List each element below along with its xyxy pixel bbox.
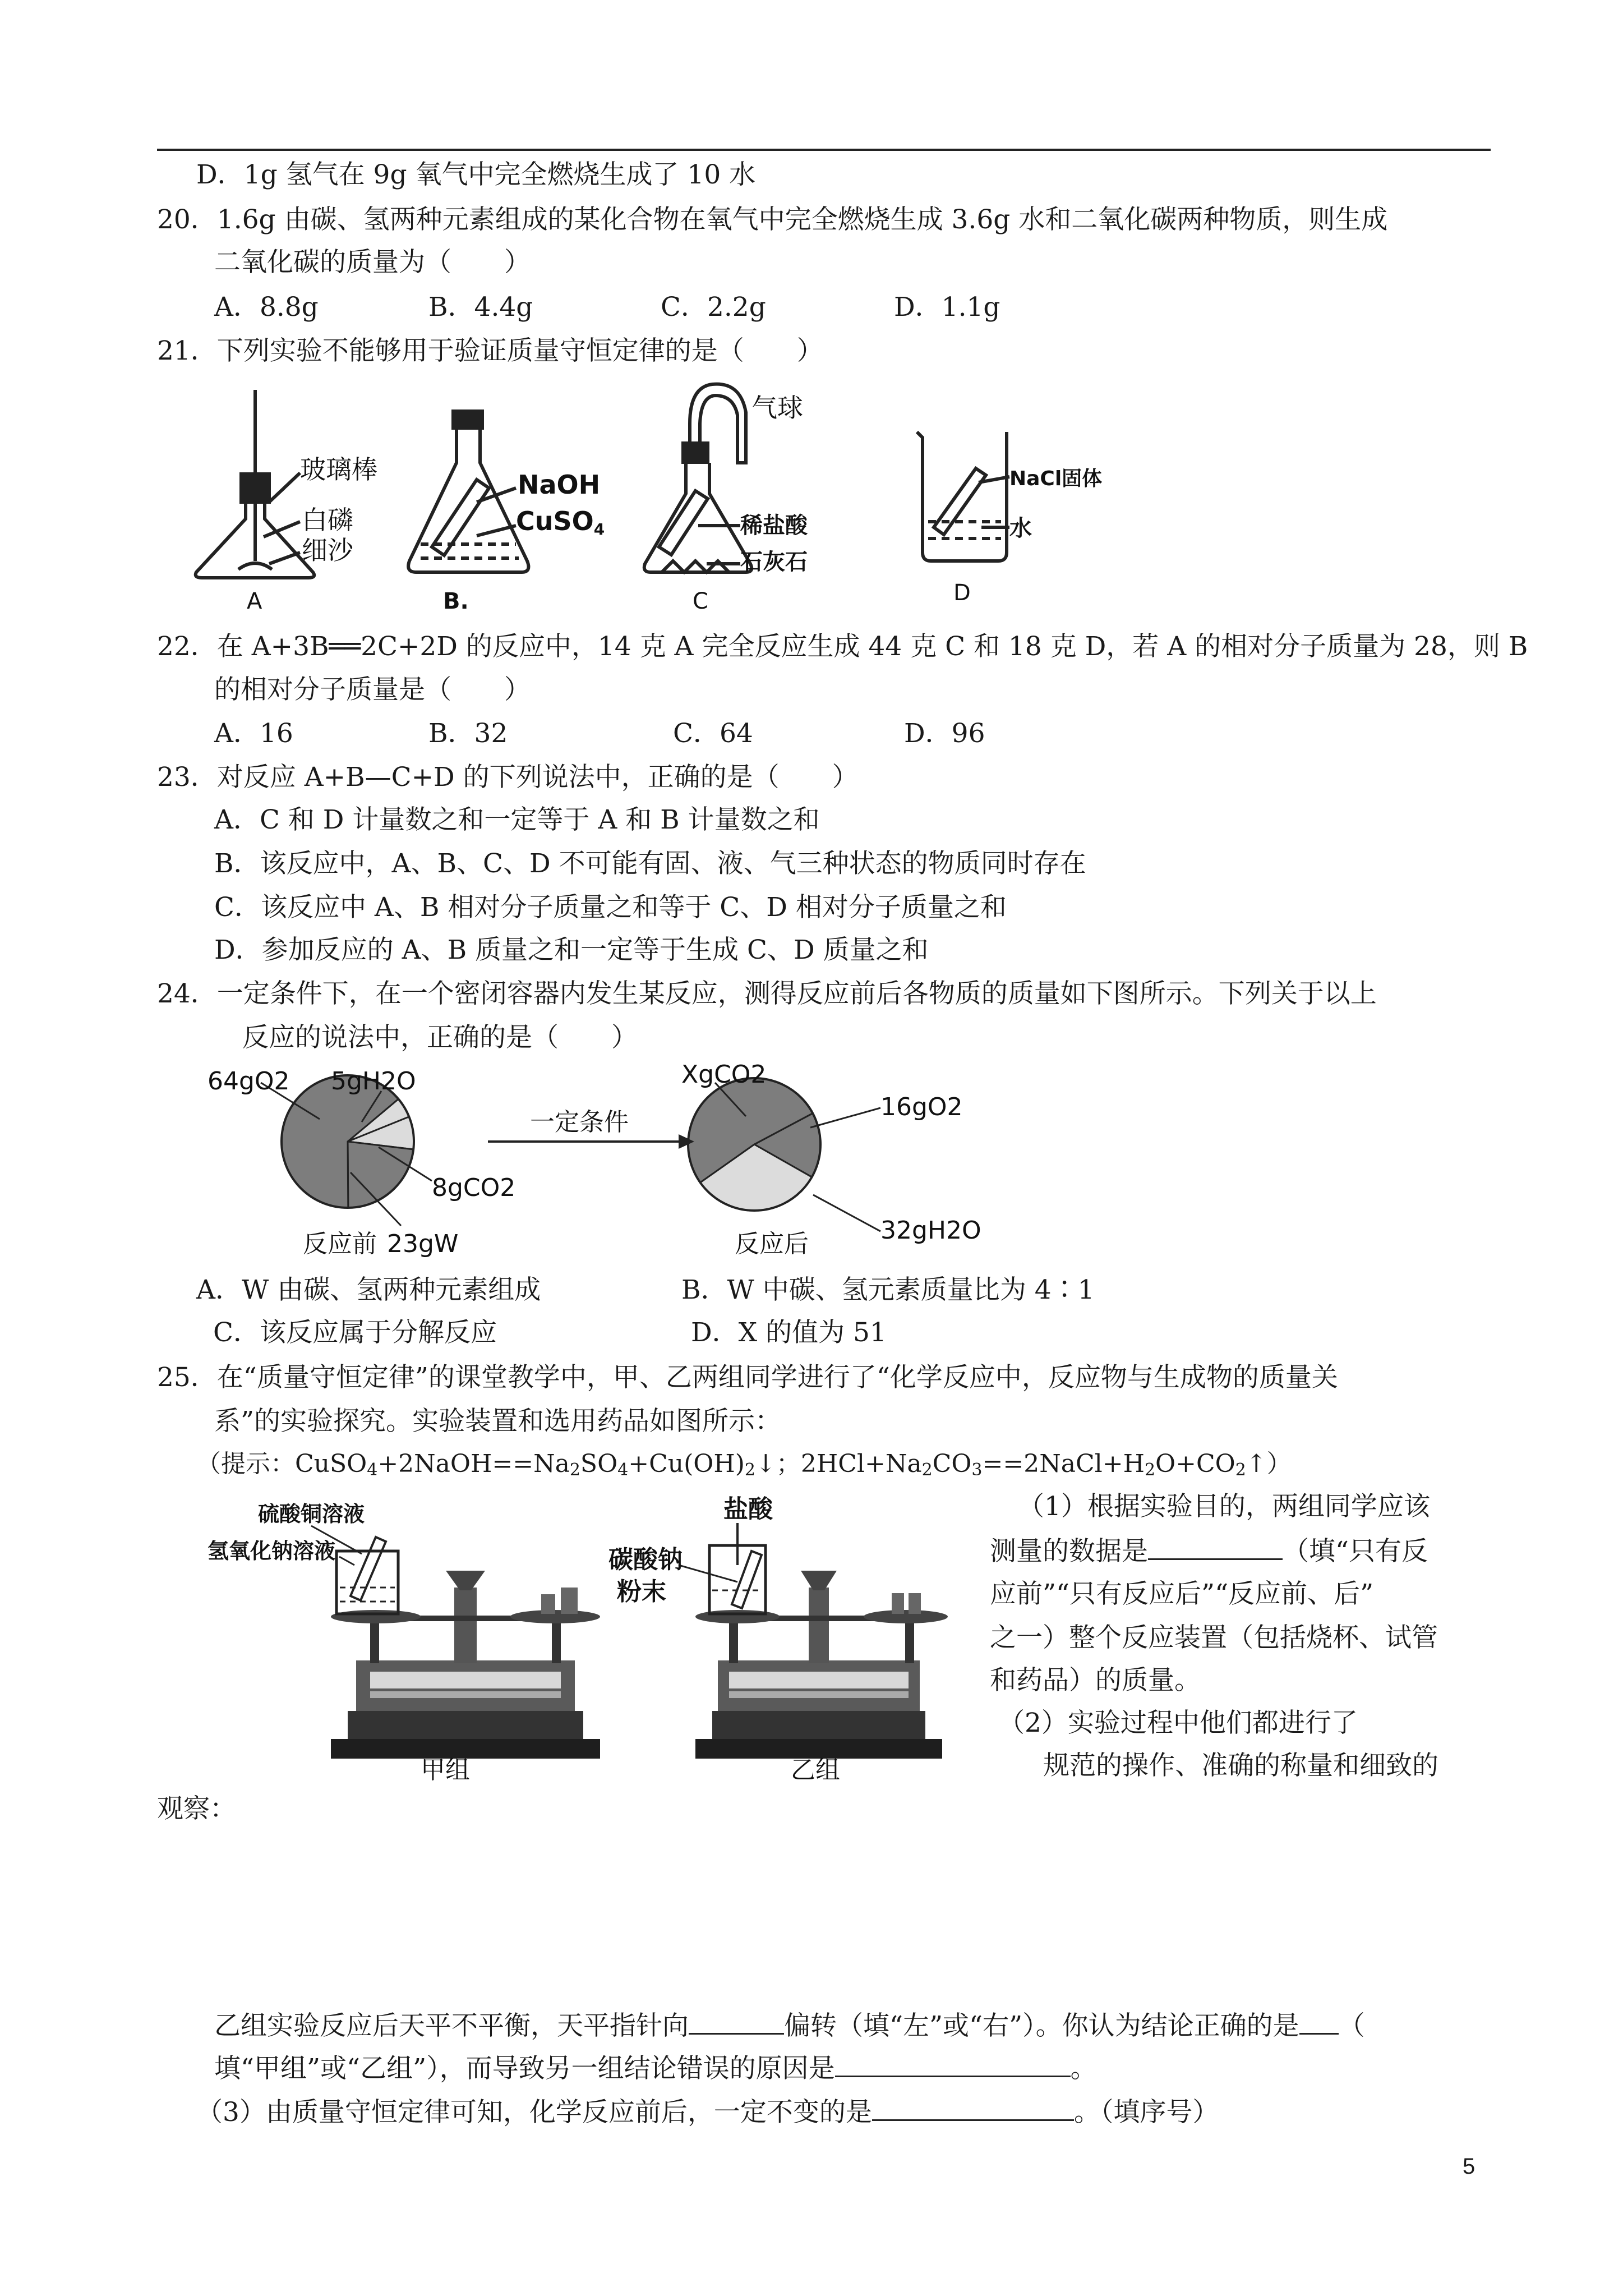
label-powder: 粉末 — [617, 1577, 666, 1606]
pie-before-label-h2o: 5gH2O — [331, 1067, 416, 1096]
page-number: 5 — [1463, 2154, 1476, 2179]
caption-d: D — [953, 580, 971, 606]
pie-before-label-co2: 8gCO2 — [432, 1174, 516, 1202]
q23-stem: 23．对反应 A+B—C+D 的下列说法中，正确的是（ ） — [157, 762, 859, 793]
apparatus-d-beaker — [917, 432, 1009, 561]
apparatus-a-flask — [196, 390, 314, 578]
q20-stem-line2: 二氧化碳的质量为（ ） — [214, 247, 531, 278]
q25-s2-line3: 观察： — [157, 1793, 236, 1824]
q25-s1-line5: 和药品）的质量。 — [990, 1665, 1201, 1696]
q20-stem-line1: 20．1.6g 由碳、氢两种元素组成的某化合物在氧气中完全燃烧生成 3.6g 水和二氧化碳两种物质，则生成 — [157, 204, 1388, 235]
label-fine-sand: 细沙 — [302, 535, 353, 565]
pie-after-label-h2o: 32gH2O — [880, 1216, 981, 1245]
q24-option-d: D．X 的值为 51 — [691, 1317, 887, 1348]
q24-option-b: B．W 中碳、氢元素质量比为 4∶1 — [681, 1274, 1095, 1305]
label-cuso4: CuSO4 — [516, 506, 605, 539]
q25-s3-line3: （3）由质量守恒定律可知，化学反应前后，一定不变的是 。（填序号） — [196, 2095, 1219, 2129]
label-copper-sulfate: 硫酸铜溶液 — [258, 1502, 365, 1526]
answer-blank-5[interactable] — [872, 2095, 1074, 2121]
q25-s2-line2: 规范的操作、准确的称量和细致的 — [1043, 1750, 1438, 1781]
header-rule — [157, 149, 1491, 151]
label-glass-rod: 玻璃棒 — [300, 454, 377, 485]
arrow-condition-label: 一定条件 — [530, 1108, 629, 1137]
label-limestone: 石灰石 — [740, 549, 808, 575]
pie-after-label-o2: 16gO2 — [880, 1093, 963, 1121]
q25-s2-line1: （2）实验过程中他们都进行了 — [998, 1708, 1358, 1738]
q22-option-c: C．64 — [673, 718, 753, 749]
q25-s1-line2: 测量的数据是 （填“只有反 — [990, 1534, 1428, 1568]
answer-blank-2[interactable] — [689, 2008, 784, 2035]
balance-yi — [679, 1523, 948, 1759]
caption-b: B. — [443, 588, 469, 614]
label-balloon: 气球 — [751, 393, 803, 423]
apparatus-b-flask — [408, 411, 528, 572]
q20-option-c: C．2.2g — [661, 292, 766, 323]
pie-before-label-o2: 64gO2 — [208, 1067, 290, 1096]
caption-a: A — [247, 588, 262, 614]
q21-stem: 21．下列实验不能够用于验证质量守恒定律的是（ ） — [157, 335, 823, 366]
q25-s3-line2: 填“甲组”或“乙组”），而导致另一组结论错误的原因是 。 — [214, 2051, 1097, 2086]
label-naoh: NaOH — [518, 470, 601, 500]
q20-option-b: B．4.4g — [428, 292, 533, 323]
q25-stem-line2: 系”的实验探究。实验装置和选用药品如图所示： — [214, 1406, 782, 1437]
caption-c: C — [693, 588, 708, 614]
label-dilute-hcl: 稀盐酸 — [740, 513, 808, 539]
q25-balance-figure — [208, 1492, 948, 1784]
label-nacl-solid: NaCl固体 — [1009, 467, 1103, 490]
label-hydrochloric-acid: 盐酸 — [723, 1495, 773, 1524]
q22-option-d: D．96 — [904, 718, 985, 749]
q22-option-b: B．32 — [428, 718, 508, 749]
q24-stem-line2: 反应的说法中，正确的是（ ） — [242, 1022, 638, 1053]
q25-s1-line1: （1）根据实验目的，两组同学应该 — [1018, 1491, 1430, 1522]
pie-after-label-co2: XgCO2 — [681, 1060, 767, 1089]
q24-stem-line1: 24．一定条件下，在一个密闭容器内发生某反应，测得反应前后各物质的质量如下图所示。下列关于以上 — [157, 978, 1377, 1009]
pie-before-title: 反应前 — [303, 1230, 377, 1258]
q22-stem-line2: 的相对分子质量是（ ） — [214, 674, 531, 705]
pie-before-label-w: 23gW — [387, 1230, 459, 1258]
caption-jia: 甲组 — [421, 1756, 470, 1784]
q23-option-c: C．该反应中 A、B 相对分子质量之和等于 C、D 相对分子质量之和 — [214, 892, 1007, 923]
q24-pie-figure — [208, 1060, 1049, 1273]
q24-option-c: C．该反应属于分解反应 — [213, 1317, 497, 1348]
q22-stem-line1: 22．在 A+3B══2C+2D 的反应中，14 克 A 完全反应生成 44 克 C 和 18 克 D，若 A 的相对分子质量为 28，则 B — [157, 631, 1528, 662]
q25-s3-line1: 乙组实验反应后天平不平衡，天平指针向 偏转（填“左”或“右”）。你认为结论正确的是 （ — [214, 2008, 1365, 2043]
q23-option-b: B．该反应中，A、B、C、D 不可能有固、液、气三种状态的物质同时存在 — [214, 848, 1086, 879]
pie-after-title: 反应后 — [735, 1230, 809, 1258]
label-sodium-carbonate: 碳酸钠 — [608, 1545, 683, 1574]
q23-option-d: D．参加反应的 A、B 质量之和一定等于生成 C、D 质量之和 — [214, 935, 929, 965]
q25-s1-line4: 之一）整个反应装置（包括烧杯、试管 — [990, 1622, 1438, 1653]
label-sodium-hydroxide: 氢氧化钠溶液 — [208, 1539, 336, 1563]
q20-option-a: A．8.8g — [214, 292, 319, 323]
answer-blank-4[interactable] — [835, 2051, 1071, 2077]
q25-stem-line1: 25．在“质量守恒定律”的课堂教学中，甲、乙两组同学进行了“化学反应中，反应物与生成物的质量关 — [157, 1362, 1338, 1393]
q20-option-d: D．1.1g — [894, 292, 1000, 323]
label-water: 水 — [1009, 516, 1032, 541]
apparatus-c-flask — [644, 384, 751, 572]
q21-figure — [185, 379, 1138, 614]
pie-after — [688, 1078, 820, 1211]
q25-hint: （提示：$CuSO_4+2NaOH==Na_2SO_4+Cu(OH)_2↓$；$2HCl+Na_2CO_3==2NaCl+H_2O+CO_2↑$） — [196, 1450, 1292, 1480]
q24-option-a: A．W 由碳、氢两种元素组成 — [196, 1274, 541, 1305]
q25-s1-line3: 应前”“只有反应后”“反应前、后” — [990, 1579, 1374, 1609]
q22-option-a: A．16 — [214, 718, 293, 749]
q23-option-a: A．C 和 D 计量数之和一定等于 A 和 B 计量数之和 — [214, 804, 820, 835]
label-white-phosphorus: 白磷 — [302, 505, 353, 535]
balance-jia — [311, 1526, 600, 1759]
q19-option-d: D．1g 氢气在 9g 氧气中完全燃烧生成了 10 水 — [196, 159, 756, 190]
answer-blank-1[interactable] — [1148, 1534, 1283, 1560]
answer-blank-3[interactable] — [1299, 2008, 1339, 2035]
caption-yi: 乙组 — [791, 1756, 840, 1784]
